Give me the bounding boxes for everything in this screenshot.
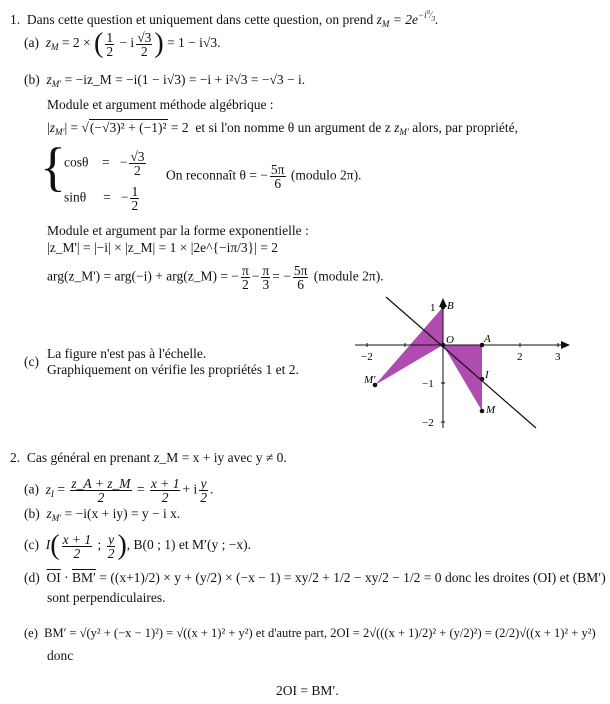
q1-intro-text: Dans cette question et uniquement dans cette question, on prend xyxy=(26,12,374,27)
svg-text:O: O xyxy=(446,334,454,346)
complex-plane-figure xyxy=(340,290,580,440)
q1c-line2: Graphiquement on vérifie les propriétés 1 et 2. xyxy=(47,362,299,377)
q2e-donc: donc xyxy=(47,648,74,663)
expo-heading: Module et argument par la forme exponentielle : xyxy=(47,223,309,238)
svg-text:M′: M′ xyxy=(364,374,376,386)
q1c-line1: La figure n'est pas à l'échelle. xyxy=(47,346,207,361)
triangle-OBMp xyxy=(375,307,443,385)
q2d-line2: sont perpendiculaires. xyxy=(47,590,166,605)
q2e-final: 2OI = BM′. xyxy=(276,683,339,698)
system-sin: sinθ = − $\frac{1}{2}$ xyxy=(64,184,139,213)
triangle-OAM xyxy=(443,345,482,411)
q1b-label: (b) xyxy=(24,72,40,87)
svg-text:B: B xyxy=(447,300,454,312)
q1-intro xyxy=(10,4,439,32)
q1-number: 1. xyxy=(10,12,21,27)
svg-text:−2: −2 xyxy=(361,351,373,363)
q2a: (a) $z_I$ = $\frac{z\_A + z\_M}{2}$ = $\frac{x + 1}{2}$ + i $\frac{y}{2}$ . xyxy=(24,476,214,505)
svg-text:−2: −2 xyxy=(422,417,434,429)
q2e: (e) BM′ = √(y² + (−x − 1)²) = √((x + 1)² + y²) et d'autre part, 2OI = 2√(((x + 1)/2)² + (y/2)²) = (2/2)√((x + 1)² + y²) xyxy=(24,626,596,640)
svg-text:3: 3 xyxy=(555,351,561,363)
q2b: (b) $z_{M'} = -i(x + iy) = y - i$ x. xyxy=(24,506,181,523)
expo-modulus: |z_M'| = |−i| × |z_M| = 1 × |2e^{−iπ/3}| = 2 xyxy=(47,240,278,255)
svg-text:−1: −1 xyxy=(422,378,434,390)
system-cos: cosθ = − $\frac{√3}{2}$ xyxy=(64,149,145,178)
q1a-label: (a) xyxy=(24,35,39,51)
svg-text:M: M xyxy=(486,404,496,416)
q1b: (b) $z_{M'}$ = −iz_M = −i(1 − i√3) = −i + i²√3 = −√3 − i. xyxy=(24,72,306,89)
svg-text:I: I xyxy=(485,369,489,381)
expo-arg: arg(z_M') = arg(−i) + arg(z_M) = − $\frac{\pi}{2}$ − $\frac{\pi}{3}$ = − $\frac{5\pi}{6}$ (module 2π). xyxy=(47,263,384,292)
svg-text:2: 2 xyxy=(517,351,523,363)
q1a: (a) $z_M = 2$ × ( $\frac{1}{2}$ − i $\frac{√3}{2}$ ) = 1 − i√3. xyxy=(24,28,221,59)
system-recognize: On reconnaît θ = − $\frac{5\pi}{6}$ (modulo 2π). xyxy=(166,162,362,191)
q2c: (c) I( $\frac{x + 1}{2}$ ; $\frac{y}{2}$ ), B(0 ; 1) et M′(y ; −x). xyxy=(24,530,251,561)
modulus-line: $|z_{M'}| = √(-√3)^2 + (-1)^2 = 2$ et si l'on nomme θ un argument de z $z_{M'}$ alors, par propriété, xyxy=(47,120,518,137)
system-brace: { xyxy=(40,137,66,197)
q2-intro: 2. Cas général en prenant z_M = x + iy avec y ≠ 0. xyxy=(10,450,287,465)
q2d: (d) $\overline{OI} \cdot BM' = ((x+1)/2) \times y + (y/2) \times (-x - 1) = xy/2 + 1/2 - xy/2 - 1/2 = 0$ donc les droites (OI) et (BM′) xyxy=(24,570,606,585)
svg-text:A: A xyxy=(484,333,491,345)
q1c-label: (c) xyxy=(24,354,39,369)
algebraic-heading: Module et argument méthode algébrique : xyxy=(47,97,274,112)
q1-intro-expr: $z_M = 2e^{-i^\pi⁄_3}$. xyxy=(376,8,439,29)
svg-text:1: 1 xyxy=(430,302,436,314)
